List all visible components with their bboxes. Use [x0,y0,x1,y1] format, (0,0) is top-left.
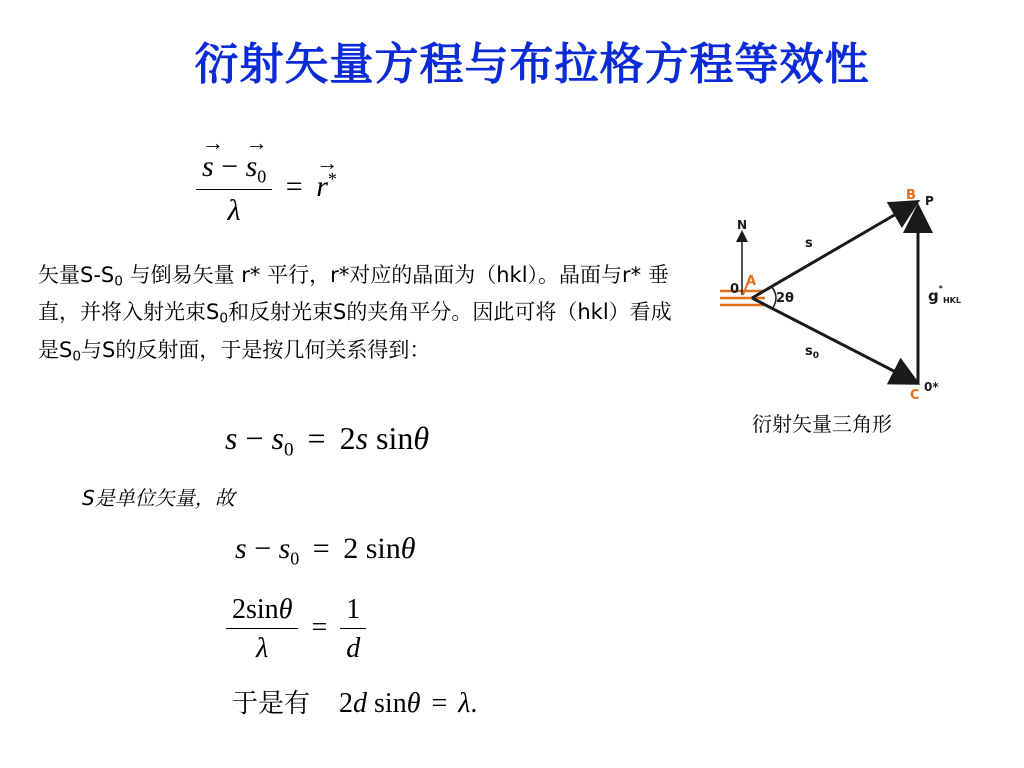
para-text-4: 与S的反射面，于是按几何关系得到： [81,337,431,362]
equation-4 [226,594,366,665]
bragg-prefix: 于是有 [232,689,311,719]
para-sub-1: 0 [114,273,123,290]
subscript-0: 0 [257,166,267,187]
para-text-1: 矢量S-S [38,263,115,287]
equals-sign: = [312,532,330,565]
two: 2 [339,420,356,456]
para-text-2: 与倒易矢量 r* 平行，r*对应的晶面为（hkl）。晶面与r* 垂直，并将入射光束S [38,263,669,325]
label-o-star: 0* [924,380,939,394]
one: 1 [346,594,361,625]
lambda: λ [227,194,241,228]
lambda: λ [256,633,269,664]
equals-sign: = [307,420,326,456]
minus-sign: − [254,532,272,565]
explanation-paragraph [38,260,678,372]
equals-sign: = [311,611,328,643]
para-text-3: 和反射光束S的夹角平分。因此可将（hkl）看成是S [38,300,672,362]
two: 2 [339,688,354,719]
s: s [235,532,247,565]
label-p: P [925,194,934,208]
d: d [346,633,361,664]
two: 2 [232,594,246,625]
period: . [470,688,478,719]
theta: θ [278,594,293,625]
page-title: 衍射矢量方程与布拉格方程等效性 [194,39,870,90]
lambda: λ [458,688,471,719]
vector-r: → r [316,170,328,204]
two: 2 [343,532,359,565]
minus-sign: − [221,150,239,183]
label-a: A [746,274,757,289]
equals-sign: = [431,688,448,719]
s0: s [278,532,291,565]
sin: sin [365,532,401,565]
s0: s [271,420,284,456]
label-g: $g^*_{HKL}$ [928,284,961,305]
para-sub-3: 0 [72,348,82,365]
equals-sign: = [285,170,303,204]
star: * [327,169,337,190]
label-2theta: 2θ [776,291,794,306]
equation-bragg [232,683,477,720]
fraction-right [340,594,366,665]
s: s [355,420,369,456]
equation-2 [225,420,429,462]
s: s [225,420,238,456]
subscript-0: 0 [283,439,294,461]
unit-vector-note: S是单位矢量，故 [82,486,235,510]
theta: θ [406,688,421,719]
diffraction-vector-triangle-diagram [710,185,980,405]
vector-s0-line [752,298,915,382]
subscript-0: 0 [290,548,300,569]
vector-s0: → s [246,150,258,184]
label-c: C [910,388,920,403]
equation-3 [235,532,415,569]
sin: sin [374,688,407,719]
label-s0: $s_0$ [805,344,820,361]
theta: θ [413,420,430,456]
fraction-left [226,594,298,665]
label-b: B [906,188,916,203]
fraction [196,150,272,228]
label-n: N [737,218,748,232]
label-s: s [805,236,813,251]
sin: sin [246,594,279,625]
theta: θ [400,532,416,565]
vector-s: → s [202,150,214,184]
sin: sin [376,420,414,456]
label-o: 0 [730,282,740,297]
para-sub-2: 0 [219,310,229,327]
equation-vector-diffraction [196,150,337,228]
d: d [353,688,368,719]
minus-sign: − [245,420,264,456]
vector-s-line [752,203,915,298]
diagram-caption: 衍射矢量三角形 [752,412,892,436]
